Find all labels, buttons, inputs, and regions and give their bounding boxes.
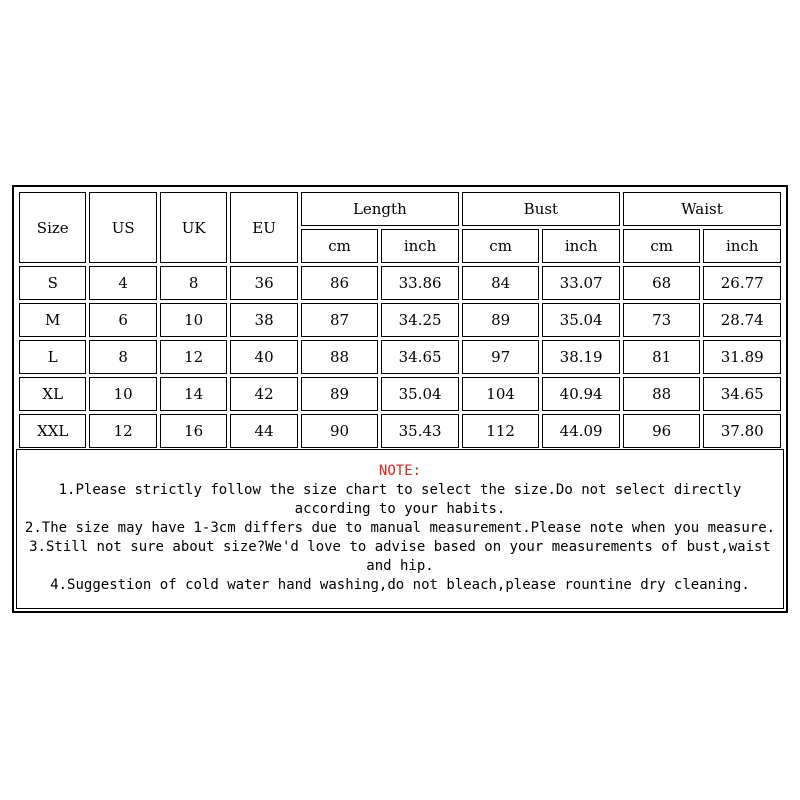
cell-us: 8 — [89, 340, 156, 374]
size-chart — [12, 185, 788, 613]
table-row — [19, 266, 781, 300]
cell-uk: 8 — [160, 266, 227, 300]
header-row — [19, 192, 781, 226]
header-bust: Bust — [462, 192, 620, 226]
cell-eu: 42 — [230, 377, 297, 411]
size-table — [16, 189, 784, 451]
cell-bust-cm: 104 — [462, 377, 540, 411]
header-eu: EU — [230, 192, 297, 263]
cell-waist-inch: 31.89 — [703, 340, 781, 374]
cell-length-cm: 86 — [301, 266, 379, 300]
header-bust-inch: inch — [542, 229, 620, 263]
note-line-3: 3.Still not sure about size?We'd love to advise based on your measurements of bust,waist and hip. — [29, 539, 771, 574]
header-size: Size — [19, 192, 86, 263]
cell-uk: 16 — [160, 414, 227, 448]
note-line-2: 2.The size may have 1-3cm differs due to manual measurement.Please note when you measure. — [24, 520, 776, 536]
table-row — [19, 377, 781, 411]
cell-bust-inch: 35.04 — [542, 303, 620, 337]
cell-us: 6 — [89, 303, 156, 337]
cell-eu: 44 — [230, 414, 297, 448]
header-uk: UK — [160, 192, 227, 263]
cell-bust-cm: 89 — [462, 303, 540, 337]
note-title: NOTE: — [378, 463, 422, 479]
cell-length-cm: 87 — [301, 303, 379, 337]
cell-size: S — [19, 266, 86, 300]
cell-us: 12 — [89, 414, 156, 448]
cell-bust-inch: 40.94 — [542, 377, 620, 411]
cell-length-inch: 34.65 — [381, 340, 459, 374]
table-row — [19, 303, 781, 337]
cell-waist-inch: 37.80 — [703, 414, 781, 448]
header-waist-cm: cm — [623, 229, 701, 263]
cell-eu: 38 — [230, 303, 297, 337]
cell-waist-inch: 34.65 — [703, 377, 781, 411]
header-bust-cm: cm — [462, 229, 540, 263]
cell-waist-inch: 26.77 — [703, 266, 781, 300]
cell-size: XL — [19, 377, 86, 411]
cell-uk: 14 — [160, 377, 227, 411]
cell-uk: 12 — [160, 340, 227, 374]
cell-waist-inch: 28.74 — [703, 303, 781, 337]
cell-waist-cm: 68 — [623, 266, 701, 300]
cell-size: XXL — [19, 414, 86, 448]
cell-eu: 40 — [230, 340, 297, 374]
cell-waist-cm: 88 — [623, 377, 701, 411]
table-row — [19, 340, 781, 374]
notes-box — [16, 449, 784, 609]
cell-waist-cm: 73 — [623, 303, 701, 337]
cell-length-inch: 33.86 — [381, 266, 459, 300]
cell-length-cm: 90 — [301, 414, 379, 448]
header-length-cm: cm — [301, 229, 379, 263]
cell-waist-cm: 81 — [623, 340, 701, 374]
cell-size: M — [19, 303, 86, 337]
table-body — [19, 266, 781, 448]
cell-bust-cm: 84 — [462, 266, 540, 300]
cell-waist-cm: 96 — [623, 414, 701, 448]
cell-length-inch: 35.43 — [381, 414, 459, 448]
header-waist: Waist — [623, 192, 781, 226]
cell-eu: 36 — [230, 266, 297, 300]
cell-bust-inch: 38.19 — [542, 340, 620, 374]
cell-us: 10 — [89, 377, 156, 411]
cell-us: 4 — [89, 266, 156, 300]
cell-length-cm: 88 — [301, 340, 379, 374]
cell-uk: 10 — [160, 303, 227, 337]
note-line-4: 4.Suggestion of cold water hand washing,do not bleach,please rountine dry cleaning. — [50, 577, 750, 593]
cell-length-cm: 89 — [301, 377, 379, 411]
cell-length-inch: 35.04 — [381, 377, 459, 411]
cell-bust-inch: 44.09 — [542, 414, 620, 448]
header-us: US — [89, 192, 156, 263]
table-row — [19, 414, 781, 448]
note-line-1: 1.Please strictly follow the size chart to select the size.Do not select directly according to your habits. — [58, 482, 742, 517]
cell-bust-inch: 33.07 — [542, 266, 620, 300]
cell-size: L — [19, 340, 86, 374]
cell-bust-cm: 112 — [462, 414, 540, 448]
header-length: Length — [301, 192, 459, 226]
header-length-inch: inch — [381, 229, 459, 263]
cell-length-inch: 34.25 — [381, 303, 459, 337]
header-waist-inch: inch — [703, 229, 781, 263]
cell-bust-cm: 97 — [462, 340, 540, 374]
